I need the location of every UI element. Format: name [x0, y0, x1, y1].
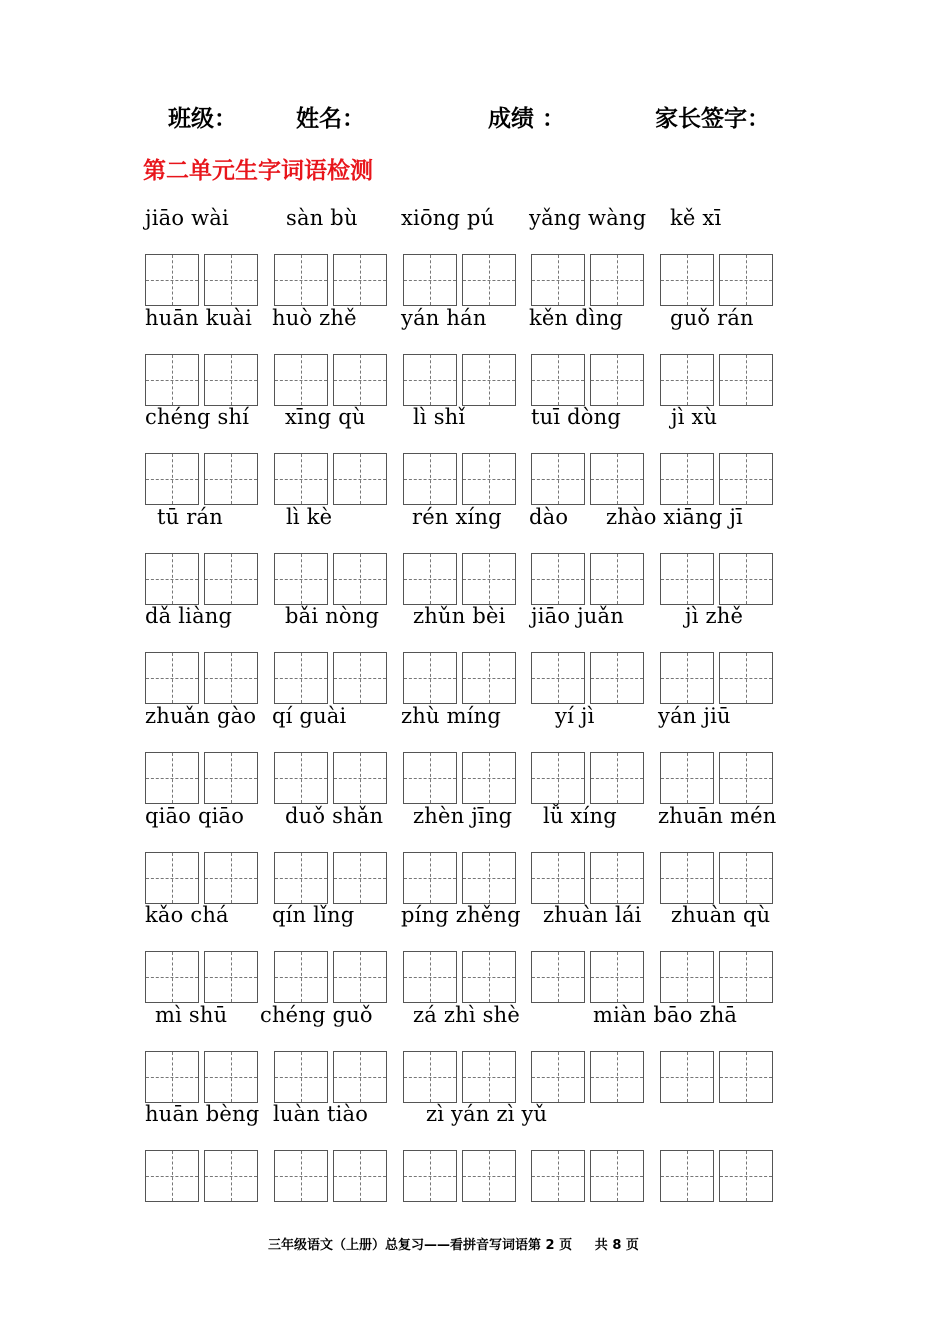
pinyin-label: zhèn jīng [413, 803, 513, 828]
footer-page-total: 8 [612, 1238, 622, 1253]
footer-page-word-2: 页 [625, 1238, 639, 1253]
pinyin-label: kěn dìng [529, 305, 624, 330]
pinyin-label: chéng shí [145, 405, 250, 430]
writing-cell[interactable] [462, 453, 516, 505]
pinyin-label: zá zhì shè [413, 1002, 520, 1027]
writing-cell[interactable] [333, 652, 387, 704]
writing-cell[interactable] [660, 1051, 714, 1103]
writing-cell[interactable] [531, 852, 585, 904]
writing-cell[interactable] [660, 951, 714, 1003]
writing-cell[interactable] [274, 852, 328, 904]
writing-cell[interactable] [204, 652, 258, 704]
pinyin-label: zhù míng [401, 704, 501, 728]
writing-cell[interactable] [145, 354, 199, 406]
writing-cell[interactable] [403, 453, 457, 505]
writing-cell[interactable] [403, 752, 457, 804]
writing-cell[interactable] [590, 752, 644, 804]
pinyin-label: sàn bù [286, 206, 358, 230]
pinyin-label: xīng qù [285, 405, 366, 430]
writing-cell[interactable] [204, 852, 258, 904]
writing-cell[interactable] [531, 1150, 585, 1202]
writing-cell[interactable] [274, 752, 328, 804]
writing-cell[interactable] [719, 553, 773, 605]
footer-course: 三年级语文（上册）总复习——看拼音写词语第 [268, 1238, 542, 1253]
writing-cell[interactable] [531, 553, 585, 605]
writing-cell[interactable] [531, 453, 585, 505]
writing-cell[interactable] [403, 951, 457, 1003]
pinyin-label: tū rán [157, 504, 223, 529]
pinyin-label: luàn tiào [273, 1102, 369, 1127]
pinyin-label: huān bèng [145, 1102, 260, 1127]
pinyin-label: huān kuài [145, 305, 253, 330]
writing-cell[interactable] [590, 852, 644, 904]
pinyin-label: duǒ shǎn [285, 803, 384, 828]
writing-cell[interactable] [333, 1150, 387, 1202]
writing-cell[interactable] [531, 652, 585, 704]
writing-cell[interactable] [403, 852, 457, 904]
pinyin-label: qí guài [272, 704, 347, 728]
pinyin-label: qín lǐng [272, 903, 355, 928]
pinyin-label: jì xù [671, 405, 718, 430]
pinyin-label: zhào xiāng jī [606, 504, 743, 529]
writing-cell[interactable] [274, 652, 328, 704]
pinyin-label: tuī dòng [531, 405, 622, 430]
score-label: 成绩 ： [488, 106, 566, 132]
writing-cell[interactable] [531, 1051, 585, 1103]
writing-cell[interactable] [145, 1051, 199, 1103]
writing-cell[interactable] [531, 354, 585, 406]
footer-page-current: 2 [545, 1238, 555, 1253]
writing-cell[interactable] [462, 1150, 516, 1202]
pinyin-label: miàn bāo zhā [593, 1002, 738, 1027]
writing-cell[interactable] [204, 752, 258, 804]
writing-cell[interactable] [204, 951, 258, 1003]
section-title: 第二单元生字词语检测 [143, 158, 373, 184]
writing-cell[interactable] [204, 453, 258, 505]
writing-cell[interactable] [590, 1150, 644, 1202]
pinyin-label: zhuàn qù [671, 903, 771, 928]
writing-cell[interactable] [660, 652, 714, 704]
parent-signature-label: 家长签字： [655, 106, 770, 132]
writing-cell[interactable] [145, 951, 199, 1003]
writing-cell[interactable] [274, 553, 328, 605]
pinyin-label: zì yán zì yǔ [426, 1102, 548, 1127]
writing-cell[interactable] [333, 553, 387, 605]
writing-cell[interactable] [719, 453, 773, 505]
writing-cell[interactable] [660, 852, 714, 904]
pinyin-label: yán hán [401, 305, 487, 330]
writing-cell[interactable] [145, 652, 199, 704]
writing-cell[interactable] [719, 652, 773, 704]
writing-cell[interactable] [204, 254, 258, 306]
writing-cell[interactable] [531, 254, 585, 306]
writing-cell[interactable] [403, 553, 457, 605]
footer-page-word: 页 [559, 1238, 573, 1253]
pinyin-label: qiāo qiāo [145, 803, 245, 828]
writing-cell[interactable] [274, 1150, 328, 1202]
writing-cell[interactable] [333, 752, 387, 804]
writing-cell[interactable] [660, 553, 714, 605]
writing-cell[interactable] [660, 354, 714, 406]
writing-cell[interactable] [462, 752, 516, 804]
writing-cell[interactable] [274, 453, 328, 505]
pinyin-label: jiāo wài [145, 206, 229, 230]
pinyin-label: yán jiū [658, 704, 731, 728]
writing-cell[interactable] [719, 752, 773, 804]
writing-cell[interactable] [274, 1051, 328, 1103]
writing-cell[interactable] [660, 752, 714, 804]
pinyin-label: mì shū [155, 1002, 228, 1027]
student-info-header [0, 100, 950, 140]
writing-cell[interactable] [145, 254, 199, 306]
writing-cell[interactable] [403, 652, 457, 704]
writing-cell[interactable] [590, 652, 644, 704]
pinyin-label: guǒ rán [670, 305, 754, 330]
pinyin-label: zhuān mén [658, 803, 777, 828]
writing-cell[interactable] [660, 254, 714, 306]
writing-cell[interactable] [403, 1051, 457, 1103]
pinyin-label: xiōng pú [401, 206, 495, 230]
writing-cell[interactable] [204, 1051, 258, 1103]
pinyin-label: dǎ liàng [145, 604, 233, 629]
pinyin-label: bǎi nòng [285, 604, 380, 629]
pinyin-label: lì kè [286, 504, 333, 529]
footer-total-word: 共 [594, 1238, 608, 1253]
name-label: 姓名： [296, 106, 365, 132]
writing-cell[interactable] [274, 254, 328, 306]
writing-cell[interactable] [590, 553, 644, 605]
pinyin-label: yí jì [555, 704, 595, 728]
writing-cell[interactable] [462, 652, 516, 704]
writing-cell[interactable] [204, 1150, 258, 1202]
writing-cell[interactable] [590, 453, 644, 505]
writing-cell[interactable] [333, 1051, 387, 1103]
writing-cell[interactable] [590, 254, 644, 306]
writing-cell[interactable] [660, 1150, 714, 1202]
writing-cell[interactable] [204, 354, 258, 406]
pinyin-label: rén xíng [412, 504, 502, 529]
writing-cell[interactable] [274, 354, 328, 406]
pinyin-label: kǎo chá [145, 903, 229, 928]
writing-cell[interactable] [145, 1150, 199, 1202]
pinyin-label: yǎng wàng [529, 206, 647, 230]
writing-cell[interactable] [145, 453, 199, 505]
pinyin-label: zhǔn bèi [413, 604, 506, 629]
writing-cell[interactable] [531, 752, 585, 804]
writing-cell[interactable] [719, 354, 773, 406]
writing-cell[interactable] [145, 553, 199, 605]
writing-cell[interactable] [403, 254, 457, 306]
writing-cell[interactable] [462, 951, 516, 1003]
pinyin-label: huò zhě [272, 305, 357, 330]
pinyin-label: chéng guǒ [260, 1002, 373, 1027]
writing-cell[interactable] [274, 951, 328, 1003]
writing-cell[interactable] [719, 951, 773, 1003]
writing-cell[interactable] [660, 453, 714, 505]
writing-cell[interactable] [719, 1150, 773, 1202]
writing-cell[interactable] [403, 354, 457, 406]
writing-cell[interactable] [462, 254, 516, 306]
writing-cell[interactable] [719, 254, 773, 306]
pinyin-label: lǚ xíng [543, 803, 617, 828]
writing-cell[interactable] [462, 852, 516, 904]
pinyin-label: zhuǎn gào [145, 704, 257, 728]
pinyin-label: jì zhě [685, 604, 744, 629]
writing-cell[interactable] [590, 951, 644, 1003]
pinyin-label: lì shǐ [413, 405, 466, 430]
writing-cell[interactable] [145, 752, 199, 804]
writing-cell[interactable] [719, 852, 773, 904]
writing-cell[interactable] [462, 1051, 516, 1103]
writing-cell[interactable] [719, 1051, 773, 1103]
pinyin-label: zhuàn lái [543, 903, 642, 928]
writing-cell[interactable] [403, 1150, 457, 1202]
pinyin-label: jiāo juǎn [531, 604, 624, 629]
writing-cell[interactable] [333, 951, 387, 1003]
writing-cell[interactable] [462, 553, 516, 605]
writing-cell[interactable] [333, 354, 387, 406]
class-label: 班级： [168, 106, 237, 132]
writing-cell[interactable] [590, 354, 644, 406]
writing-cell[interactable] [333, 453, 387, 505]
pinyin-label: kě xī [670, 206, 722, 230]
pinyin-label: píng zhěng [401, 903, 521, 928]
writing-cell[interactable] [462, 354, 516, 406]
writing-cell[interactable] [333, 852, 387, 904]
writing-cell[interactable] [590, 1051, 644, 1103]
writing-cell[interactable] [145, 852, 199, 904]
pinyin-label: dào [529, 504, 569, 529]
writing-cell[interactable] [531, 951, 585, 1003]
writing-cell[interactable] [204, 553, 258, 605]
writing-cell[interactable] [333, 254, 387, 306]
